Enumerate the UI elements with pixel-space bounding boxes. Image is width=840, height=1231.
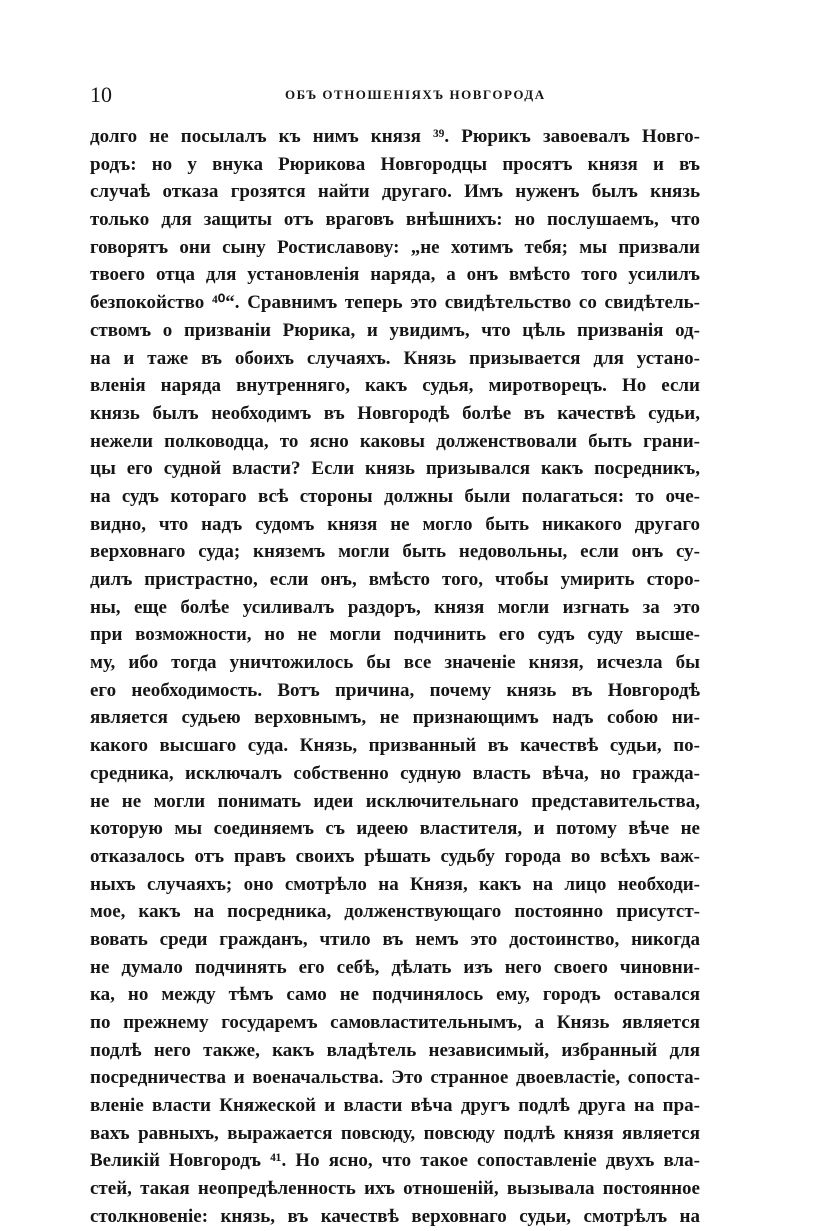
text-line: не не могли понимать идеи исключительнаго представительства,: [90, 790, 700, 812]
page-number: 10: [90, 82, 112, 107]
page-header: [90, 80, 700, 110]
text-line: долго не посылалъ къ нимъ князя ³⁹. Рюрикъ завоевалъ Новго-: [90, 126, 700, 147]
text-line: ны, еще болѣе усиливалъ раздоръ, князя могли изгнать за это: [90, 596, 700, 618]
text-line: му, ибо тогда уничтожилось бы все значеніе князя, исчезла бы: [90, 652, 700, 674]
text-line: столкновеніе: князь, въ качествѣ верховнаго судьи, смотрѣлъ на: [90, 1205, 700, 1227]
text-line: вленія наряда внутренняго, какъ судья, миротворецъ. Но если: [90, 375, 700, 397]
text-line: цы его судной власти? Если князь призывался какъ посредникъ,: [90, 458, 700, 480]
text-line: Великій Новгородъ ⁴¹. Но ясно, что такое сопоставленіе двухъ вла-: [90, 1150, 700, 1172]
text-line: является судьею верховнымъ, не признающимъ надъ собою ни-: [90, 707, 700, 729]
text-line: посредничества и военачальства. Это странное двоевластіе, сопоста-: [90, 1067, 700, 1089]
body-text: [90, 123, 700, 1231]
text-line: безпокойство ⁴⁰“. Сравнимъ теперь это свидѣтельство со свидѣтель-: [90, 292, 700, 314]
text-line: вленіе власти Княжеской и власти вѣча другъ подлѣ друга на пра-: [90, 1095, 700, 1117]
text-line: случаѣ отказа грозятся найти другаго. Имъ нуженъ былъ князь: [90, 181, 700, 203]
text-line: какого высшаго суда. Князь, призванный въ качествѣ судьи, по-: [90, 735, 700, 757]
text-line: мое, какъ на посредника, долженствующаго постоянно присутст-: [90, 901, 700, 923]
text-line: вахъ равныхъ, выражается повсюду, повсюду подлѣ князя является: [90, 1122, 700, 1144]
text-line: по прежнему государемъ самовластительнымъ, а Князь является: [90, 1012, 700, 1033]
text-line: верховнаго суда; княземъ могли быть недовольны, если онъ су-: [90, 541, 700, 563]
text-line: его необходимость. Вотъ причина, почему князь въ Новгородѣ: [90, 679, 700, 701]
text-line: князь былъ необходимъ въ Новгородѣ болѣе въ качествѣ судьи,: [90, 402, 700, 424]
text-line: при возможности, но не могли подчинить его судъ суду высше-: [90, 624, 700, 646]
text-line: на и таже въ обоихъ случаяхъ. Князь призывается для устано-: [90, 347, 700, 369]
text-line: твоего отца для установленія наряда, а онъ вмѣсто того усилилъ: [90, 264, 700, 286]
text-line: говорятъ они сыну Ростиславову: „не хотимъ тебя; мы призвали: [90, 236, 700, 258]
text-line: которую мы соединяемъ съ идеею властителя, и потому вѣче не: [90, 818, 700, 840]
text-line: дилъ пристрастно, если онъ, вмѣсто того, чтобы умирить сторо-: [90, 569, 700, 590]
text-line: на судъ котораго всѣ стороны должны были полагаться: то оче-: [90, 485, 700, 507]
text-line: ствомъ о призваніи Рюрика, и увидимъ, что цѣль призванія од-: [90, 319, 700, 341]
text-line: ка, но между тѣмъ само не подчинялось ему, городъ оставался: [90, 984, 700, 1006]
text-line: подлѣ него также, какъ владѣтель независимый, избранный для: [90, 1039, 700, 1061]
text-line: ныхъ случаяхъ; оно смотрѣло на Князя, какъ на лицо необходи-: [90, 873, 700, 895]
running-head: ОБЪ ОТНОШЕНІЯХЪ НОВГОРОДА: [285, 87, 546, 102]
text-line: средника, исключалъ собственно судную власть вѣча, но гражда-: [90, 762, 700, 784]
text-line: родъ: но у внука Рюрикова Новгородцы просятъ князя и въ: [90, 153, 700, 175]
text-line: видно, что надъ судомъ князя не могло быть никакого другаго: [90, 513, 700, 535]
text-line: отказалось отъ правъ своихъ рѣшать судьбу города во всѣхъ важ-: [90, 845, 700, 867]
text-line: нежели полководца, то ясно каковы долженствовали быть грани-: [90, 430, 700, 452]
text-line: только для защиты отъ враговъ внѣшнихъ: но послушаемъ, что: [90, 209, 700, 231]
text-line: стей, такая неопредѣленность ихъ отношеній, вызывала постоянное: [90, 1178, 700, 1200]
text-line: не думало подчинять его себѣ, дѣлать изъ него своего чиновни-: [90, 956, 700, 978]
text-line: вовать среди гражданъ, чтило въ немъ это достоинство, никогда: [90, 928, 700, 950]
